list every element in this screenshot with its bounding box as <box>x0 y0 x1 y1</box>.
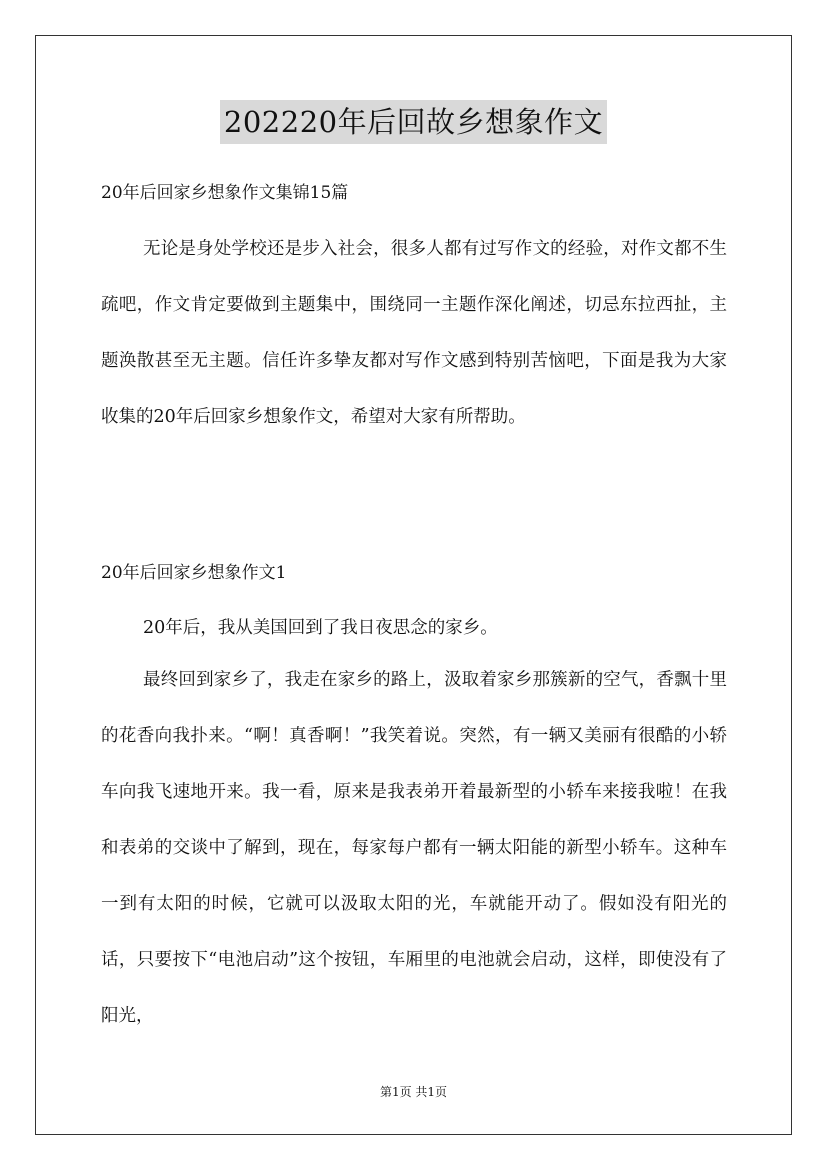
body-paragraph-1: 20年后，我从美国回到了我日夜思念的家乡。 <box>143 618 498 638</box>
body-paragraph-2: 最终回到家乡了，我走在家乡的路上，汲取着家乡那簇新的空气，香飘十里的花香向我扑来。“啊！真香啊！”我笑着说。突然，有一辆又美丽有很酷的小轿车向我飞速地开来。我一看，原来是我表弟开着最新型的小轿车来接我啦！在我和表弟的交谈中了解到，现在，每家每户都有一辆太阳能的新型小轿车。这种车一到有太阳的时候，它就可以汲取太阳的光，车就能开动了。假如没有阳光的话，只要按下“电池启动”这个按钮，车厢里的电池就会启动，这样，即使没有了阳光， <box>101 670 727 1026</box>
intro-paragraph: 无论是身处学校还是步入社会，很多人都有过写作文的经验，对作文都不生疏吧，作文肯定要做到主题集中，围绕同一主题作深化阐述，切忌东拉西扯，主题涣散甚至无主题。信任许多挚友都对写作文感到特别苦恼吧，下面是我为大家收集的20年后回家乡想象作文，希望对大家有所帮助。 <box>101 239 727 427</box>
document-subtitle: 20年后回家乡想象作文集锦15篇 <box>101 183 349 203</box>
page-footer: 第1页 共1页 <box>379 1085 448 1099</box>
document-title: 202220年后回故乡想象作文 <box>220 100 607 144</box>
title-container <box>0 100 827 144</box>
section-title: 20年后回家乡想象作文1 <box>101 563 287 583</box>
